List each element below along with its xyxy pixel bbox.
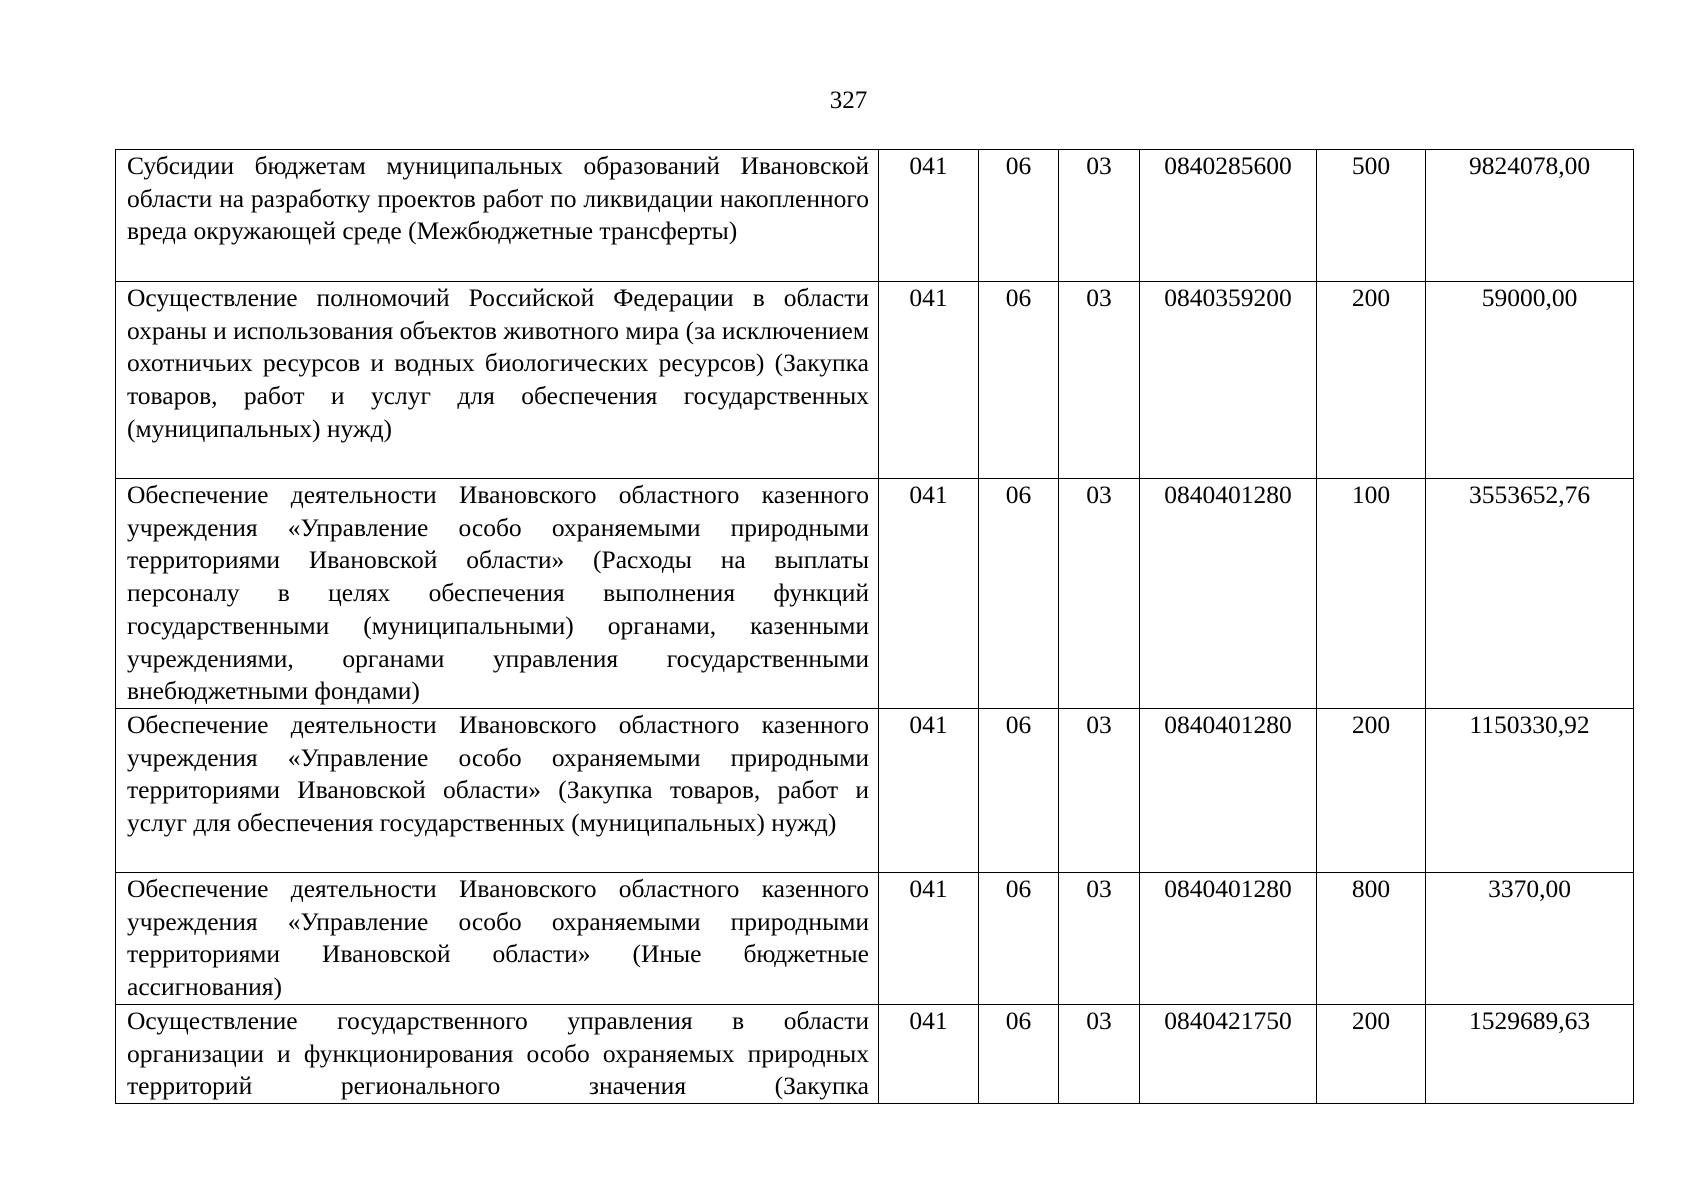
row-description: Обеспечение деятельности Ивановского областного казенного учреждения «Управление особо охраняемыми природными территориями Ивановской области» (Закупка товаров, работ и услуг для обеспечения государственных (муниципальных) нужд) xyxy=(116,709,879,873)
row-description: Осуществление государственного управления в области организации и функционирования особо охраняемых природных территорий регионального значения (Закупка xyxy=(116,1005,879,1104)
row-expense-type: 200 xyxy=(1317,709,1426,873)
row-amount: 3553652,76 xyxy=(1426,479,1634,709)
row-amount: 3370,00 xyxy=(1426,873,1634,1005)
row-description: Обеспечение деятельности Ивановского областного казенного учреждения «Управление особо охраняемыми природными территориями Ивановской области» (Расходы на выплаты персоналу в целях обеспечения выполнения функций государственными (муниципальными) органами, казенными учреждениями, органами управления государственными внебюджетными фондами) xyxy=(116,479,879,709)
row-expense-type: 800 xyxy=(1317,873,1426,1005)
page-number: 327 xyxy=(829,87,868,114)
row-target-article: 0840421750 xyxy=(1140,1005,1317,1104)
row-target-article: 0840401280 xyxy=(1140,873,1317,1005)
row-section-code: 06 xyxy=(979,873,1059,1005)
table-row xyxy=(116,709,1634,873)
row-ministry-code: 041 xyxy=(879,873,979,1005)
row-ministry-code: 041 xyxy=(879,150,979,282)
row-subsection-code: 03 xyxy=(1059,479,1140,709)
row-section-code: 06 xyxy=(979,1005,1059,1104)
row-section-code: 06 xyxy=(979,282,1059,479)
row-section-code: 06 xyxy=(979,479,1059,709)
row-expense-type: 500 xyxy=(1317,150,1426,282)
row-section-code: 06 xyxy=(979,709,1059,873)
row-subsection-code: 03 xyxy=(1059,709,1140,873)
row-expense-type: 200 xyxy=(1317,282,1426,479)
row-section-code: 06 xyxy=(979,150,1059,282)
row-subsection-code: 03 xyxy=(1059,1005,1140,1104)
table-row xyxy=(116,150,1634,282)
row-subsection-code: 03 xyxy=(1059,150,1140,282)
table-row xyxy=(116,282,1634,479)
row-description: Субсидии бюджетам муниципальных образований Ивановской области на разработку проектов работ по ликвидации накопленного вреда окружающей среде (Межбюджетные трансферты) xyxy=(116,150,879,282)
row-ministry-code: 041 xyxy=(879,1005,979,1104)
table-row xyxy=(116,1005,1634,1104)
row-target-article: 0840401280 xyxy=(1140,479,1317,709)
row-ministry-code: 041 xyxy=(879,282,979,479)
budget-table xyxy=(115,149,1634,1104)
row-expense-type: 200 xyxy=(1317,1005,1426,1104)
row-target-article: 0840401280 xyxy=(1140,709,1317,873)
row-description: Осуществление полномочий Российской Федерации в области охраны и использования объектов животного мира (за исключением охотничьих ресурсов и водных биологических ресурсов) (Закупка товаров, работ и услуг для обеспечения государственных (муниципальных) нужд) xyxy=(116,282,879,479)
row-ministry-code: 041 xyxy=(879,709,979,873)
row-amount: 1150330,92 xyxy=(1426,709,1634,873)
row-amount: 59000,00 xyxy=(1426,282,1634,479)
row-ministry-code: 041 xyxy=(879,479,979,709)
row-description: Обеспечение деятельности Ивановского областного казенного учреждения «Управление особо охраняемыми природными территориями Ивановской области» (Иные бюджетные ассигнования) xyxy=(116,873,879,1005)
table-row xyxy=(116,873,1634,1005)
row-amount: 9824078,00 xyxy=(1426,150,1634,282)
table-row xyxy=(116,479,1634,709)
row-expense-type: 100 xyxy=(1317,479,1426,709)
row-subsection-code: 03 xyxy=(1059,873,1140,1005)
row-amount: 1529689,63 xyxy=(1426,1005,1634,1104)
row-target-article: 0840359200 xyxy=(1140,282,1317,479)
row-subsection-code: 03 xyxy=(1059,282,1140,479)
row-target-article: 0840285600 xyxy=(1140,150,1317,282)
